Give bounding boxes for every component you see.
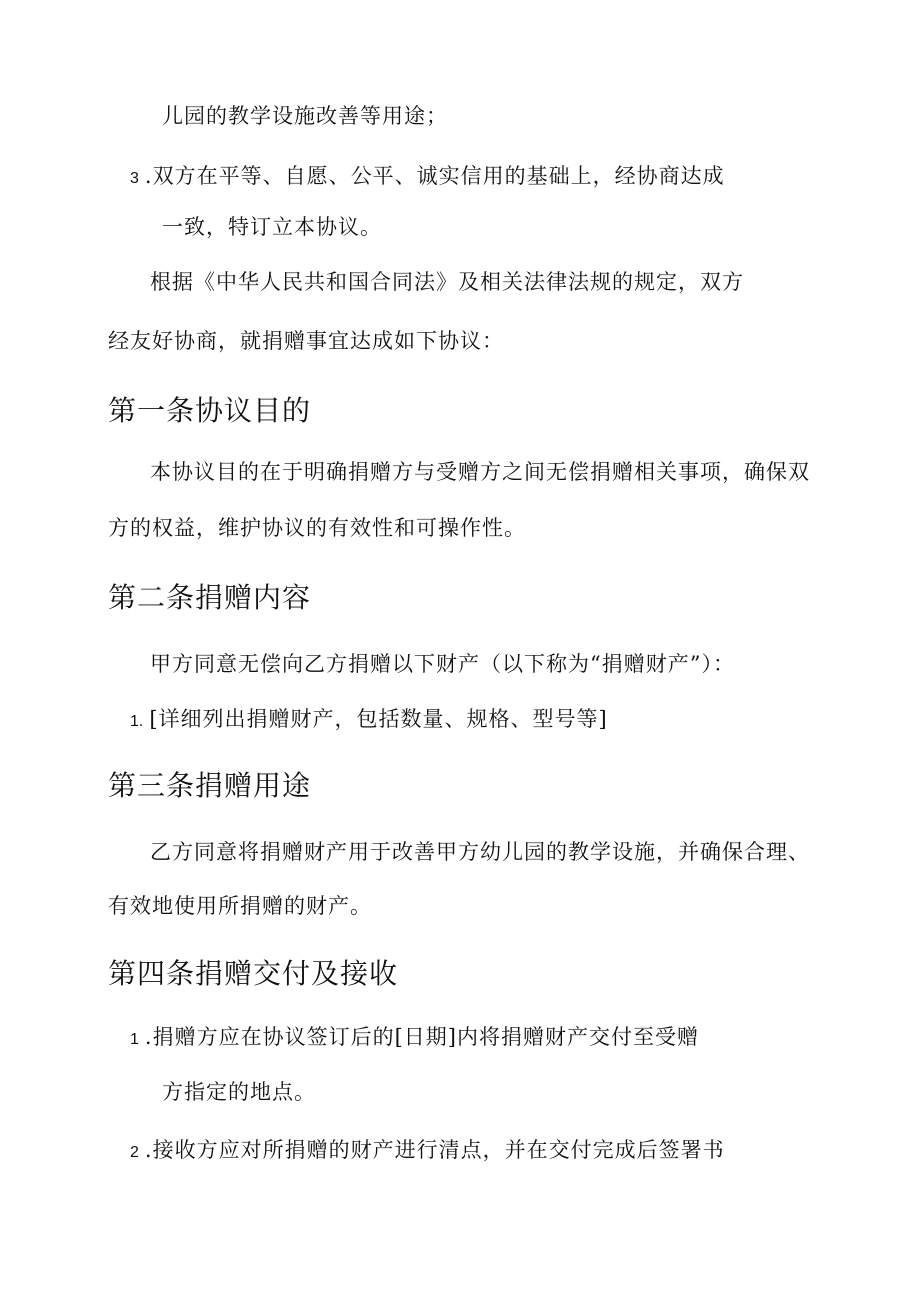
list-number: 3 — [130, 170, 139, 187]
list-number: 1 — [130, 1031, 139, 1048]
paragraph-line: 有效地使用所捐赠的财产。 — [108, 894, 372, 918]
list-item-text: .双方在平等、自愿、公平、诚实信用的基础上，经协商达成 — [144, 164, 725, 188]
section-heading: 第一条协议目的 — [108, 394, 312, 427]
text-line: 经友好协商，就捐赠事宜达成如下协议： — [108, 329, 504, 353]
paragraph-line: 乙方同意将捐赠财产用于改善甲方幼儿园的教学设施，并确保合理、 — [150, 840, 810, 864]
section-heading: 第二条捐赠内容 — [108, 581, 312, 614]
paragraph-line: 甲方同意无偿向乙方捐赠以下财产（以下称为“捐赠财产”）： — [150, 652, 735, 676]
list-item-text: .捐赠方应在协议签订后的[日期]内将捐赠财产交付至受赠 — [144, 1025, 699, 1049]
paragraph-line: 本协议目的在于明确捐赠方与受赠方之间无偿捐赠相关事项，确保双 — [150, 460, 810, 484]
section-heading: 第四条捐赠交付及接收 — [108, 957, 399, 990]
text-line: 方指定的地点。 — [162, 1080, 316, 1104]
text-line: 儿园的教学设施改善等用途； — [162, 104, 448, 128]
text-line: 根据《中华人民共和国合同法》及相关法律法规的规定，双方 — [150, 270, 744, 294]
paragraph-line: 方的权益，维护协议的有效性和可操作性。 — [108, 516, 526, 540]
list-number: 2 — [130, 1144, 139, 1161]
list-item — [130, 1023, 699, 1054]
text-line: 一致，特订立本协议。 — [162, 215, 382, 239]
list-item — [130, 162, 725, 193]
list-item-text: .接收方应对所捐赠的财产进行清点，并在交付完成后签署书 — [144, 1138, 725, 1162]
list-item-text: [详细列出捐赠财产，包括数量、规格、型号等] — [149, 707, 608, 731]
list-item — [130, 1136, 725, 1167]
list-item — [130, 705, 608, 736]
section-heading: 第三条捐赠用途 — [108, 769, 312, 802]
list-number: 1. — [130, 713, 144, 730]
